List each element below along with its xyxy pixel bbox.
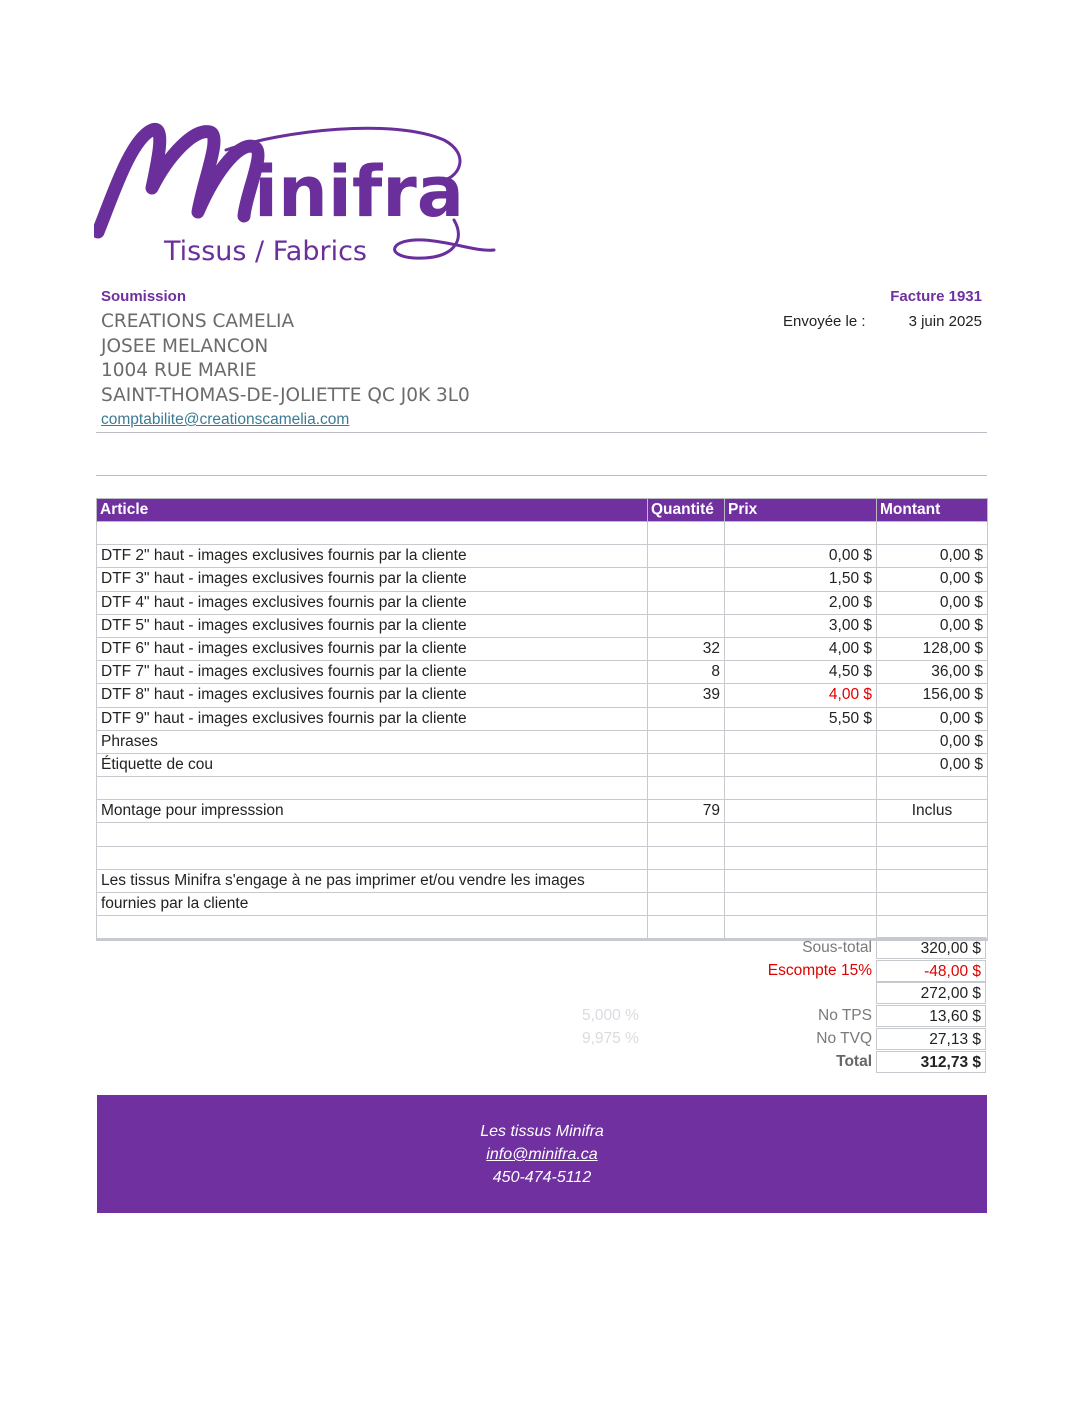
cell-article: DTF 4" haut - images exclusives fournis par la cliente [97, 591, 648, 614]
table-row [97, 846, 988, 869]
totals-value: 13,60 $ [876, 1005, 986, 1027]
cell-article [97, 823, 648, 846]
totals-row [96, 1005, 987, 1027]
footer-banner [97, 1095, 987, 1213]
cell-amount: 0,00 $ [877, 545, 988, 568]
cell-quantity: 79 [648, 800, 725, 823]
cell-price [725, 753, 877, 776]
cell-quantity [648, 707, 725, 730]
client-address: 1004 RUE MARIE [101, 360, 257, 382]
cell-article: Montage pour impresssion [97, 800, 648, 823]
totals-label: Sous-total [802, 939, 872, 956]
cell-price [725, 522, 877, 545]
cell-amount [877, 893, 988, 916]
cell-price: 0,00 $ [725, 545, 877, 568]
client-company: CREATIONS CAMELIA [101, 311, 295, 332]
cell-price [725, 800, 877, 823]
totals-value: 27,13 $ [876, 1028, 986, 1050]
cell-article: DTF 9" haut - images exclusives fournis par la cliente [97, 707, 648, 730]
divider [96, 475, 987, 476]
table-row [97, 614, 988, 637]
client-city: SAINT-THOMAS-DE-JOLIETTE QC J0K 3L0 [101, 384, 470, 406]
cell-article: DTF 6" haut - images exclusives fournis par la cliente [97, 637, 648, 660]
cell-amount: 0,00 $ [877, 707, 988, 730]
cell-quantity [648, 568, 725, 591]
cell-price [725, 846, 877, 869]
table-row [97, 823, 988, 846]
table-row [97, 730, 988, 753]
cell-quantity [648, 730, 725, 753]
cell-quantity [648, 753, 725, 776]
totals-value: 320,00 $ [876, 937, 986, 959]
items-table [96, 498, 988, 941]
sent-date: 3 juin 2025 [908, 313, 982, 330]
column-header-quantity: Quantité [648, 499, 725, 522]
cell-amount: 0,00 $ [877, 568, 988, 591]
items-table-body [97, 522, 988, 940]
totals-row [96, 1028, 987, 1050]
minifra-logo [94, 120, 504, 270]
cell-article: DTF 5" haut - images exclusives fournis par la cliente [97, 614, 648, 637]
cell-amount: 0,00 $ [877, 730, 988, 753]
cell-article: fournies par la cliente [97, 893, 648, 916]
cell-article: DTF 3" haut - images exclusives fournis par la cliente [97, 568, 648, 591]
cell-price [725, 777, 877, 800]
cell-article [97, 846, 648, 869]
cell-quantity [648, 823, 725, 846]
cell-quantity [648, 522, 725, 545]
cell-article [97, 777, 648, 800]
totals-value: 272,00 $ [876, 982, 986, 1004]
column-header-amount: Montant [877, 499, 988, 522]
table-row [97, 777, 988, 800]
totals-row [96, 982, 987, 1004]
cell-quantity [648, 545, 725, 568]
cell-article: DTF 7" haut - images exclusives fournis par la cliente [97, 661, 648, 684]
table-row [97, 893, 988, 916]
cell-article: Les tissus Minifra s'engage à ne pas imprimer et/ou vendre les images [97, 869, 648, 892]
cell-article: DTF 8" haut - images exclusives fournis par la cliente [97, 684, 648, 707]
cell-amount: 0,00 $ [877, 614, 988, 637]
cell-quantity [648, 869, 725, 892]
cell-price [725, 893, 877, 916]
column-header-article: Article [97, 499, 648, 522]
cell-amount [877, 777, 988, 800]
cell-price: 4,00 $ [725, 637, 877, 660]
client-contact: JOSEE MELANCON [101, 335, 269, 357]
cell-price: 2,00 $ [725, 591, 877, 614]
cell-price: 3,00 $ [725, 614, 877, 637]
cell-amount: 36,00 $ [877, 661, 988, 684]
cell-price [725, 730, 877, 753]
cell-quantity [648, 591, 725, 614]
table-row [97, 869, 988, 892]
cell-quantity [648, 846, 725, 869]
cell-price: 5,50 $ [725, 707, 877, 730]
cell-article: Phrases [97, 730, 648, 753]
cell-price: 4,00 $ [725, 684, 877, 707]
cell-quantity: 8 [648, 661, 725, 684]
table-row [97, 661, 988, 684]
cell-quantity [648, 614, 725, 637]
totals-label: No TVQ [816, 1029, 872, 1047]
table-row [97, 684, 988, 707]
cell-article: Étiquette de cou [97, 753, 648, 776]
table-row [97, 707, 988, 730]
table-row [97, 753, 988, 776]
table-row [97, 591, 988, 614]
totals-row [96, 960, 987, 982]
client-address-block [101, 310, 470, 408]
cell-article: DTF 2" haut - images exclusives fournis par la cliente [97, 545, 648, 568]
table-row [97, 800, 988, 823]
logo-brand-text: inifra [254, 151, 465, 233]
totals-label: No TPS [818, 1007, 872, 1025]
table-row [97, 568, 988, 591]
totals-label: Escompte 15% [767, 961, 872, 979]
cell-amount: 0,00 $ [877, 753, 988, 776]
footer-phone: 450-474-5112 [492, 1169, 592, 1186]
footer-email-link[interactable]: info@minifra.ca [486, 1146, 598, 1163]
cell-amount: Inclus [877, 800, 988, 823]
cell-quantity: 32 [648, 637, 725, 660]
sent-label: Envoyée le : [783, 313, 866, 330]
cell-quantity [648, 893, 725, 916]
document-type: Soumission [101, 288, 187, 305]
totals-label: Total [836, 1052, 872, 1070]
cell-amount [877, 869, 988, 892]
totals-value: 312,73 $ [876, 1051, 986, 1073]
cell-quantity [648, 777, 725, 800]
totals-row [96, 1051, 987, 1073]
cell-price: 1,50 $ [725, 568, 877, 591]
table-row [97, 545, 988, 568]
cell-amount: 128,00 $ [877, 637, 988, 660]
cell-price [725, 823, 877, 846]
divider [96, 432, 987, 433]
column-header-price: Prix [725, 499, 877, 522]
cell-amount: 0,00 $ [877, 591, 988, 614]
totals-value: -48,00 $ [876, 960, 986, 982]
cell-price: 4,50 $ [725, 661, 877, 684]
tax-rate: 5,000 % [582, 1007, 639, 1025]
table-row [97, 637, 988, 660]
cell-amount [877, 522, 988, 545]
footer-company: Les tissus Minifra [480, 1123, 604, 1140]
cell-amount: 156,00 $ [877, 684, 988, 707]
cell-amount [877, 846, 988, 869]
table-row [97, 522, 988, 545]
totals-row [96, 937, 987, 959]
tax-rate: 9,975 % [582, 1029, 639, 1047]
cell-article [97, 522, 648, 545]
cell-price [725, 869, 877, 892]
invoice-number: Facture 1931 [890, 288, 982, 305]
cell-amount [877, 823, 988, 846]
client-email-link[interactable]: comptabilite@creationscamelia.com [101, 411, 350, 428]
logo-tagline: Tissus / Fabrics [164, 236, 367, 267]
cell-quantity: 39 [648, 684, 725, 707]
table-header-row [97, 499, 988, 522]
